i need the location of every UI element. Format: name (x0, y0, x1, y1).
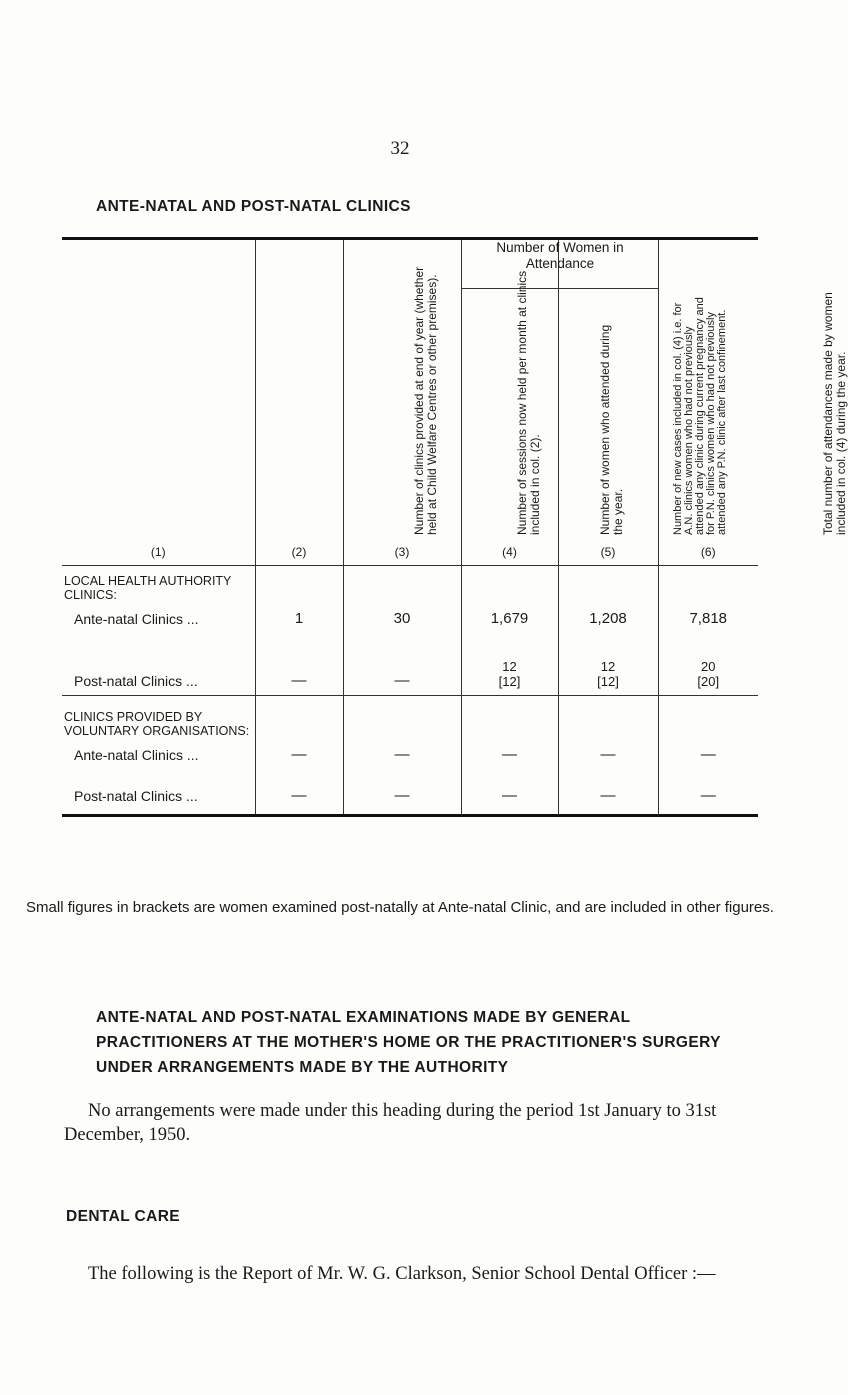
column-header-text: Number of women who attended during the year. (597, 324, 625, 535)
section-heading-clinics: ANTE-NATAL AND POST-NATAL CLINICS (96, 198, 411, 215)
table-row (62, 633, 758, 695)
section-heading-gp-examinations: ANTE-NATAL AND POST-NATAL EXAMINATIONS MADE BY GENERAL PRACTITIONERS AT THE MOTHER'S HOME OR THE PRACTITIONER'S SURGERY UNDER ARRANGEMENTS MADE BY THE AUTHORITY (96, 1009, 721, 1076)
cell-women: — (461, 740, 558, 769)
row-label: Ante-natal Clinics ... (74, 611, 199, 627)
section-title: LOCAL HEALTH AUTHORITY CLINICS: (64, 574, 232, 602)
column-header-text: Number of clinics provided at end of year (whether held at Child Welfare Centres or other premises). (412, 266, 439, 535)
cell-women: — (461, 769, 558, 816)
column-header-text: Number of new cases included in col. (4) i.e. for A.N. clinics women who had not previously attended any clinic during current pregnancy and for P.N. clinics women who had not previously attended any P.N. clinic after last confinement. (672, 297, 728, 535)
row-label: Ante-natal Clinics ... (74, 746, 199, 763)
row-label: Post-natal Clinics ... (74, 787, 198, 804)
header-col-5 (558, 239, 728, 566)
cell-sessions: 30 (343, 604, 461, 633)
table-row (62, 769, 758, 816)
cell-attendances: — (658, 740, 758, 769)
section-heading-dental-care: DENTAL CARE (66, 1208, 181, 1225)
table-row (62, 604, 758, 633)
clinics-table (62, 237, 848, 817)
cell-attendances: 20 [20] (658, 633, 758, 695)
column-number: (3) (394, 545, 410, 559)
header-col-4 (461, 239, 625, 566)
table-row (62, 740, 758, 769)
cell-sessions: — (343, 769, 461, 816)
cell-new-cases: 12 [12] (558, 633, 658, 695)
column-number: (1) (150, 545, 166, 559)
row-label: Post-natal Clinics ... (74, 672, 198, 689)
section-title: CLINICS PROVIDED BY VOLUNTARY ORGANISATIONS: (62, 695, 255, 740)
cell-sessions: — (343, 740, 461, 769)
cell-clinics: — (255, 769, 343, 816)
paragraph-text: The following is the Report of Mr. W. G. Clarkson, Senior School Dental Officer :— (88, 1264, 716, 1284)
group-header: Number of Women in Attendance (496, 240, 624, 271)
cell-women: 12 [12] (461, 633, 558, 695)
column-number: (4) (502, 545, 517, 559)
cell-women: 1,679 (461, 604, 558, 633)
gp-examinations-paragraph (64, 1099, 764, 1147)
dental-care-paragraph (64, 1262, 764, 1286)
header-col-1 (62, 239, 255, 566)
cell-new-cases: — (558, 769, 658, 816)
header-col-6 (658, 239, 848, 566)
cell-new-cases: — (558, 740, 658, 769)
page-number: 32 (390, 138, 410, 159)
cell-attendances: 7,818 (658, 604, 758, 633)
column-number: (2) (291, 545, 307, 559)
cell-new-cases: 1,208 (558, 604, 658, 633)
table-caption: Small figures in brackets are women examined post-natally at Ante-natal Clinic, and are included in other figures. (26, 899, 774, 916)
cell-clinics: 1 (255, 604, 343, 633)
column-header-text: Total number of attendances made by women included in col. (4) during the year. (821, 292, 848, 535)
cell-attendances: — (658, 769, 758, 816)
paragraph-text: No arrangements were made under this heading during the period 1st January to 31st December, 1950. (64, 1101, 717, 1145)
column-header-text: Number of sessions now held per month at clinics included in col. (2). (515, 270, 542, 535)
cell-clinics: — (255, 633, 343, 695)
cell-clinics: — (255, 740, 343, 769)
cell-sessions: — (343, 633, 461, 695)
column-number: (5) (600, 545, 616, 559)
header-col-2 (255, 239, 439, 566)
column-number: (6) (700, 545, 716, 559)
header-col-3 (343, 239, 542, 566)
